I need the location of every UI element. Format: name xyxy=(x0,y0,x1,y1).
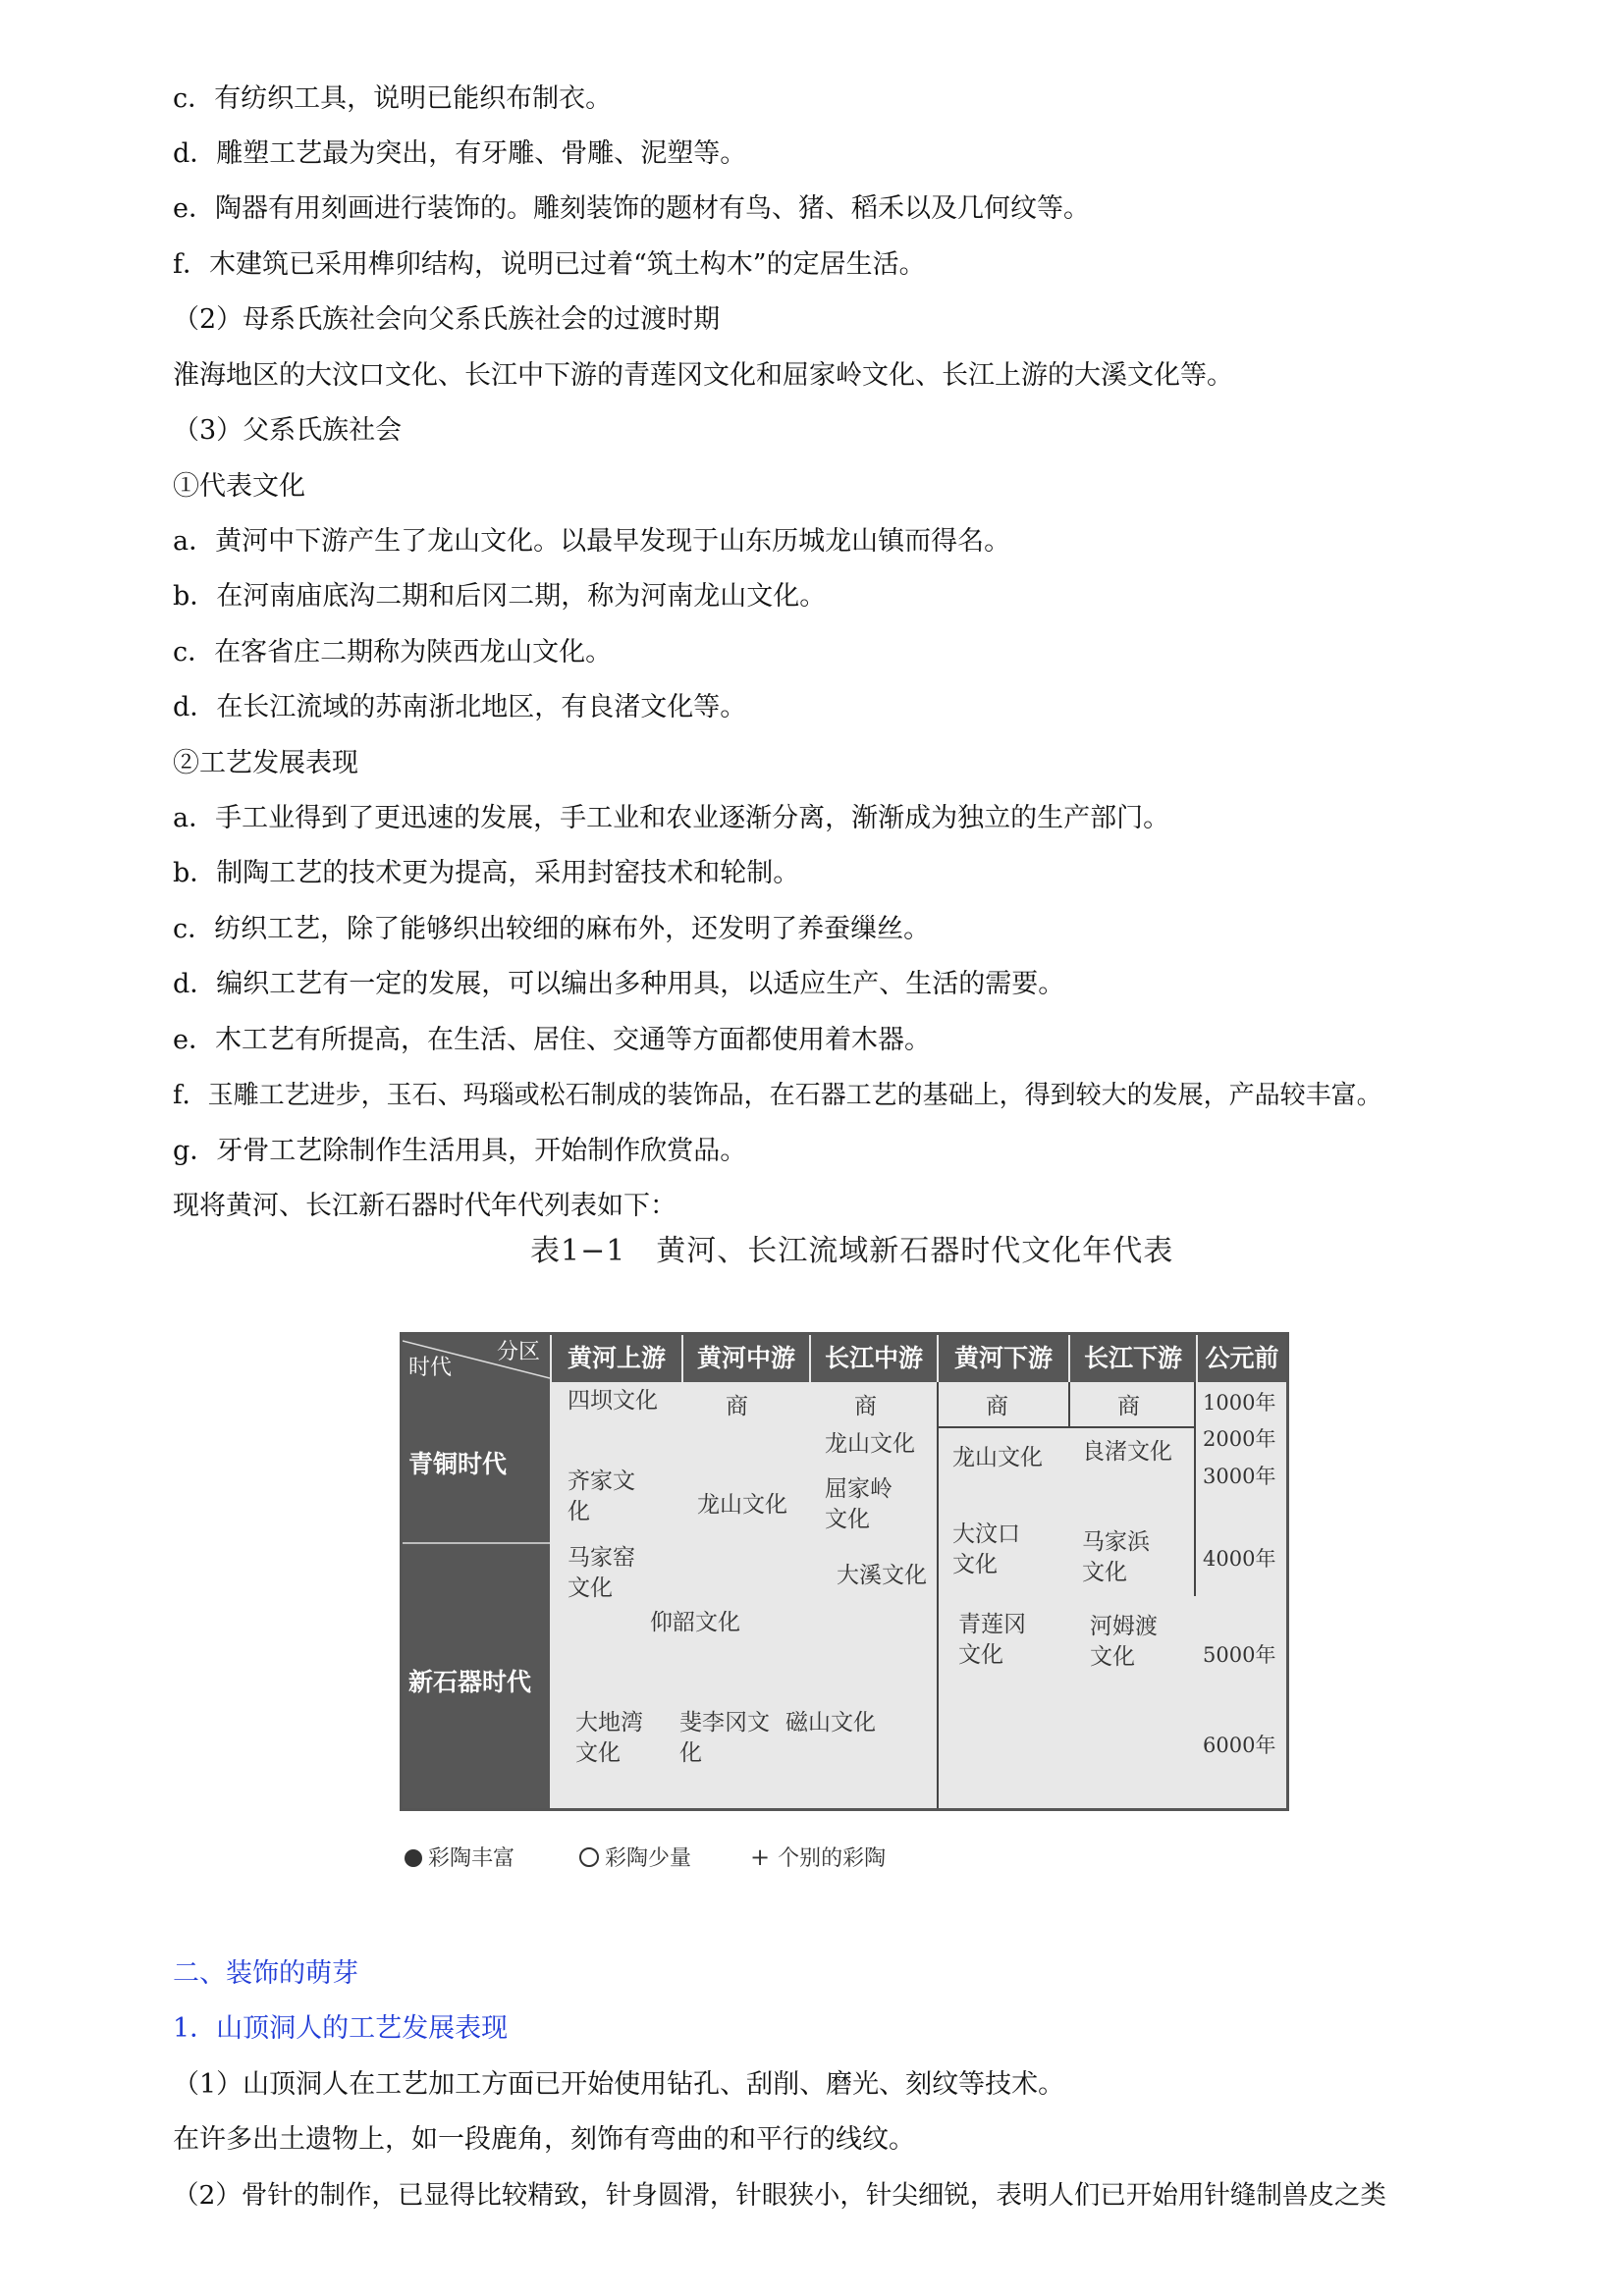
open-circle-icon xyxy=(579,1847,599,1867)
section-title: 二、装饰的萌芽 xyxy=(173,1958,358,1989)
cell-yangshao-culture: 仰韶文化 xyxy=(650,1610,740,1635)
paragraph: e．木工艺有所提高，在生活、居住、交通等方面都使用着木器。 xyxy=(173,1025,931,1055)
table-header-row xyxy=(403,1335,1286,1382)
year-label: 4000年 xyxy=(1203,1547,1276,1571)
year-label: 1000年 xyxy=(1203,1391,1276,1415)
paragraph: c．有纺织工具，说明已能织布制衣。 xyxy=(173,83,613,114)
legend-label: 彩陶丰富 xyxy=(428,1846,515,1871)
paragraph: d．雕塑工艺最为突出，有牙雕、骨雕、泥塑等。 xyxy=(173,138,747,169)
paragraph: ①代表文化 xyxy=(173,471,305,502)
era-divider xyxy=(403,1542,550,1544)
cell-sibacheng-culture: 四坝文化 xyxy=(568,1388,658,1414)
legend-occasional-pottery xyxy=(750,1842,886,1872)
paragraph: ②工艺发展表现 xyxy=(173,748,358,778)
cell-dawenkou-culture: 大汶口文化 xyxy=(952,1522,1020,1577)
table-caption: 表1−1 黄河、长江流域新石器时代文化年代表 xyxy=(530,1234,1174,1268)
paragraph: 在许多出土遗物上，如一段鹿角，刻饰有弯曲的和平行的线纹。 xyxy=(173,2124,915,2155)
paragraph: c．在客省庄二期称为陕西龙山文化。 xyxy=(173,637,613,667)
year-label: 3000年 xyxy=(1203,1465,1276,1488)
header-huanghe-middle: 黄河中游 xyxy=(681,1335,809,1382)
header-bce: 公元前 xyxy=(1196,1335,1286,1382)
paragraph: c．纺织工艺，除了能够织出较细的麻布外，还发明了养蚕缫丝。 xyxy=(173,914,931,944)
era-bronze-age: 青铜时代 xyxy=(408,1450,508,1478)
paragraph: g．牙骨工艺除制作生活用具，开始制作欣赏品。 xyxy=(173,1136,747,1166)
column-divider xyxy=(1194,1382,1196,1596)
year-label: 6000年 xyxy=(1203,1734,1276,1757)
paragraph: a．手工业得到了更迅速的发展，手工业和农业逐渐分离，渐渐成为独立的生产部门。 xyxy=(173,803,1170,833)
paragraph: （2）骨针的制作，已显得比较精致，针身圆滑，针眼狭小，针尖细锐，表明人们已开始用针缝制兽皮之类 xyxy=(173,2180,1386,2211)
section-subtitle: 1．山顶洞人的工艺发展表现 xyxy=(173,2013,509,2044)
year-label: 5000年 xyxy=(1203,1643,1276,1667)
paragraph: 淮海地区的大汶口文化、长江中下游的青莲冈文化和屈家岭文化、长江上游的大溪文化等。 xyxy=(173,360,1233,391)
cell-longshan-culture: 龙山文化 xyxy=(825,1431,915,1457)
cell-qingliangang-culture: 青莲冈文化 xyxy=(958,1612,1026,1668)
header-changjiang-lower: 长江下游 xyxy=(1068,1335,1196,1382)
paragraph: 现将黄河、长江新石器时代年代列表如下： xyxy=(173,1191,676,1221)
column-divider xyxy=(1068,1382,1070,1428)
header-changjiang-middle: 长江中游 xyxy=(809,1335,937,1382)
legend-rich-pottery xyxy=(405,1842,514,1872)
paragraph: （1）山顶洞人在工艺加工方面已开始使用钻孔、刮削、磨光、刻纹等技术。 xyxy=(173,2069,1065,2100)
paragraph: f．玉雕工艺进步，玉石、玛瑙或松石制成的装饰品，在石器工艺的基础上，得到较大的发展，产品较丰富。 xyxy=(173,1081,1382,1110)
cell-longshan-culture: 龙山文化 xyxy=(697,1492,787,1518)
corner-label-era: 时代 xyxy=(408,1356,453,1380)
cell-shang: 商 xyxy=(854,1394,877,1419)
cell-longshan-culture: 龙山文化 xyxy=(952,1445,1043,1470)
cell-qijia-culture: 齐家文化 xyxy=(568,1468,635,1524)
plus-icon: + xyxy=(750,1843,771,1871)
paragraph: e．陶器有用刻画进行装饰的。雕刻装饰的题材有鸟、猪、稻禾以及几何纹等。 xyxy=(173,193,1090,224)
paragraph: （3）父系氏族社会 xyxy=(173,415,403,446)
paragraph: f．木建筑已采用榫卯结构，说明已过着“筑土构木”的定居生活。 xyxy=(173,249,926,280)
cell-dadiwan-culture: 大地湾文化 xyxy=(575,1710,643,1766)
era-column xyxy=(403,1382,550,1808)
cell-shang: 商 xyxy=(726,1394,748,1419)
legend-label: 彩陶少量 xyxy=(605,1846,692,1871)
cell-liangzhu-culture: 良渚文化 xyxy=(1082,1439,1172,1465)
header-huanghe-upper: 黄河上游 xyxy=(550,1335,681,1382)
culture-chronology-table xyxy=(400,1332,1289,1811)
legend-label: 个别的彩陶 xyxy=(778,1846,887,1871)
era-neolithic: 新石器时代 xyxy=(408,1668,532,1696)
cell-majiayao-culture: 马家窑文化 xyxy=(568,1545,635,1601)
cell-cishan-culture: 磁山文化 xyxy=(785,1710,876,1735)
cell-daxi-culture: 大溪文化 xyxy=(837,1563,927,1588)
paragraph: d．在长江流域的苏南浙北地区，有良渚文化等。 xyxy=(173,692,747,722)
row-divider xyxy=(937,1426,1196,1428)
header-huanghe-lower: 黄河下游 xyxy=(937,1335,1068,1382)
filled-circle-icon xyxy=(405,1849,422,1867)
cell-shang: 商 xyxy=(1117,1394,1140,1419)
paragraph: （2）母系氏族社会向父系氏族社会的过渡时期 xyxy=(173,304,721,335)
column-divider xyxy=(937,1382,939,1808)
cell-qujialing-culture: 屈家岭文化 xyxy=(825,1476,893,1532)
cell-shang: 商 xyxy=(986,1394,1008,1419)
cell-peiligang-culture: 斐李冈文化 xyxy=(679,1710,770,1766)
cell-majiabang-culture: 马家浜文化 xyxy=(1082,1529,1150,1585)
paragraph: a．黄河中下游产生了龙山文化。以最早发现于山东历城龙山镇而得名。 xyxy=(173,526,1011,557)
year-label: 2000年 xyxy=(1203,1427,1276,1451)
cell-hemudu-culture: 河姆渡文化 xyxy=(1090,1614,1158,1670)
paragraph: d．编织工艺有一定的发展，可以编出多种用具，以适应生产、生活的需要。 xyxy=(173,969,1065,999)
corner-label-region: 分区 xyxy=(497,1340,541,1364)
paragraph: b．在河南庙底沟二期和后冈二期，称为河南龙山文化。 xyxy=(173,581,827,612)
legend-few-pottery xyxy=(579,1842,691,1872)
paragraph: b．制陶工艺的技术更为提高，采用封窑技术和轮制。 xyxy=(173,858,800,888)
